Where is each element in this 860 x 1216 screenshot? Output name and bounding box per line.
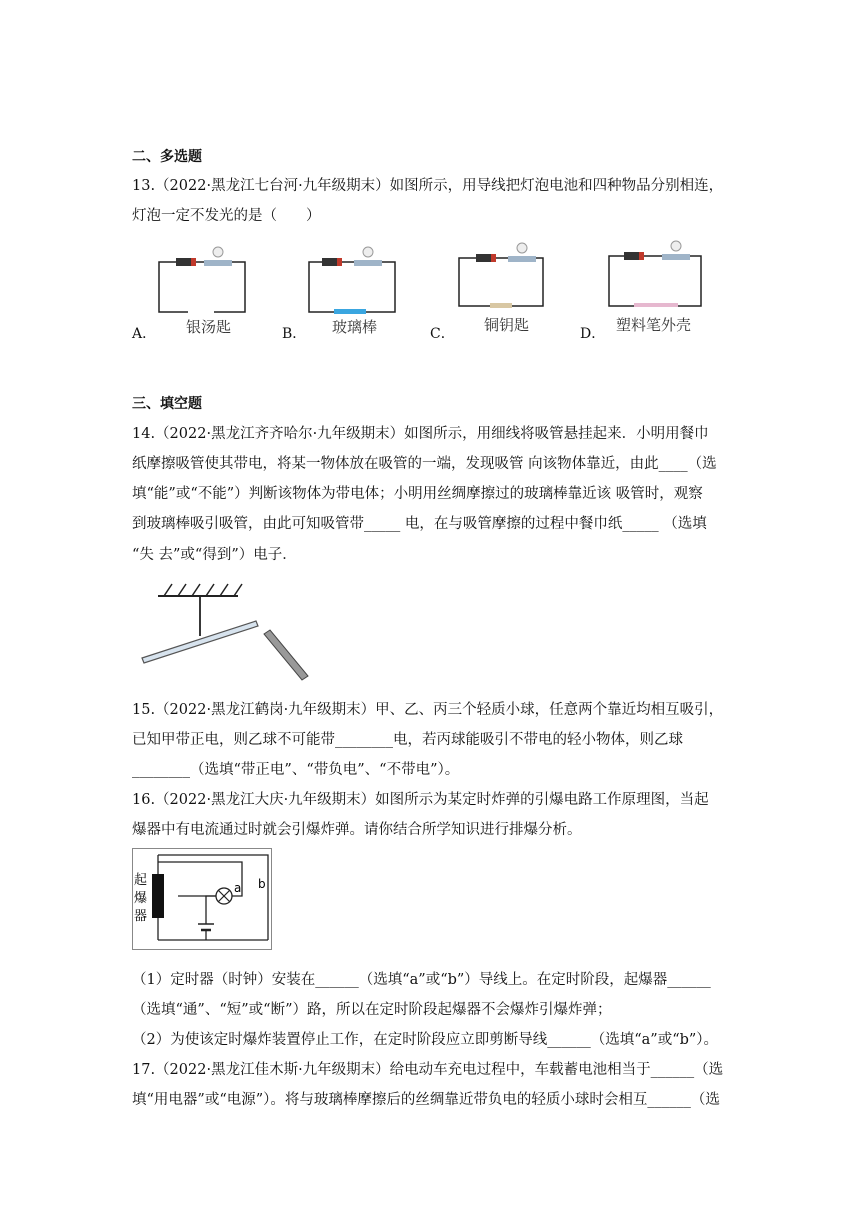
detonator-char-3: 器	[134, 909, 148, 924]
q14-text-line3: 填“能”或“不能”）判断该物体为带电体；小明用丝绸摩擦过的玻璃棒靠近该 吸管时，观察	[132, 486, 703, 502]
q14-text-line4: 到玻璃棒吸引吸管，由此可知吸管带_____ 电，在与吸管摩擦的过程中餐巾纸_____ （选填	[132, 516, 707, 532]
q16-circuit-diagram	[132, 848, 272, 950]
q16-text-line2: 爆器中有电流通过时就会引爆炸弹。请你结合所学知识进行排爆分析。	[132, 822, 582, 838]
wire-label-a: a	[234, 881, 242, 895]
q15-text-line2: 已知甲带正电，则乙球不可能带________电，若丙球能吸引不带电的轻小物体，则乙球	[132, 732, 683, 748]
q14-text-line2: 纸摩擦吸管使其带电，将某一物体放在吸管的一端，发现吸管 向该物体靠近，由此____（选	[132, 456, 717, 472]
option-a-caption: 银汤匙	[186, 318, 232, 336]
q17-text-line2: 填“用电器”或“电源”）。将与玻璃棒摩擦后的丝绸靠近带负电的轻质小球时会相互______（选	[132, 1092, 720, 1108]
q16-sub1-line1: （1）定时器（时钟）安装在______（选填“a”或“b”）导线上。在定时阶段，起爆器______	[132, 972, 711, 988]
detonator-char-1: 起	[134, 873, 148, 888]
option-b-circuit-figure	[308, 246, 398, 316]
option-a-label[interactable]: A．	[132, 326, 157, 342]
q13-text-line2: 灯泡一定不发光的是（ ）	[132, 208, 321, 224]
q13-text-line1: 13.（2022·黑龙江七台河·九年级期末）如图所示，用导线把灯泡电池和四种物品分别相连，	[132, 178, 724, 194]
q14-text-line1: 14.（2022·黑龙江齐齐哈尔·九年级期末）如图所示，用细线将吸管悬挂起来．小明用餐巾	[132, 426, 709, 442]
detonator-char-2: 爆	[134, 891, 148, 906]
q16-sub2: （2）为使该定时爆炸装置停止工作，在定时阶段应立即剪断导线______（选填“a”或“b”）。	[132, 1032, 719, 1048]
option-d-label[interactable]: D．	[580, 326, 606, 342]
section-heading-fill-blank: 三、填空题	[132, 396, 202, 412]
option-d-circuit-figure	[608, 236, 704, 310]
option-b-caption: 玻璃棒	[332, 318, 378, 336]
q16-text-line1: 16.（2022·黑龙江大庆·九年级期末）如图所示为某定时炸弹的引爆电路工作原理图，当起	[132, 792, 709, 808]
option-d-caption: 塑料笔外壳	[616, 316, 692, 334]
option-c-caption: 铜钥匙	[484, 316, 530, 334]
q15-text-line3: ________（选填“带正电”、“带负电”、“不带电”）。	[132, 762, 460, 778]
q16-sub1-line2: （选填“通”、“短”或“断”）路，所以在定时阶段起爆器不会爆炸引爆炸弹；	[132, 1002, 612, 1018]
option-c-label[interactable]: C．	[430, 326, 455, 342]
option-c-circuit-figure	[458, 238, 548, 310]
option-a-circuit-figure	[158, 248, 248, 318]
q17-text-line1: 17.（2022·黑龙江佳木斯·九年级期末）给电动车充电过程中，车载蓄电池相当于______（选	[132, 1062, 724, 1078]
q14-straw-figure	[138, 578, 313, 678]
wire-label-b: b	[258, 877, 266, 891]
section-heading-multiple-choice: 二、多选题	[132, 149, 202, 165]
q15-text-line1: 15.（2022·黑龙江鹤岗·九年级期末）甲、乙、丙三个轻质小球，任意两个靠近均相互吸引，	[132, 702, 724, 718]
option-b-label[interactable]: B．	[282, 326, 307, 342]
q14-text-line5: “失 去”或“得到”）电子．	[132, 547, 297, 563]
